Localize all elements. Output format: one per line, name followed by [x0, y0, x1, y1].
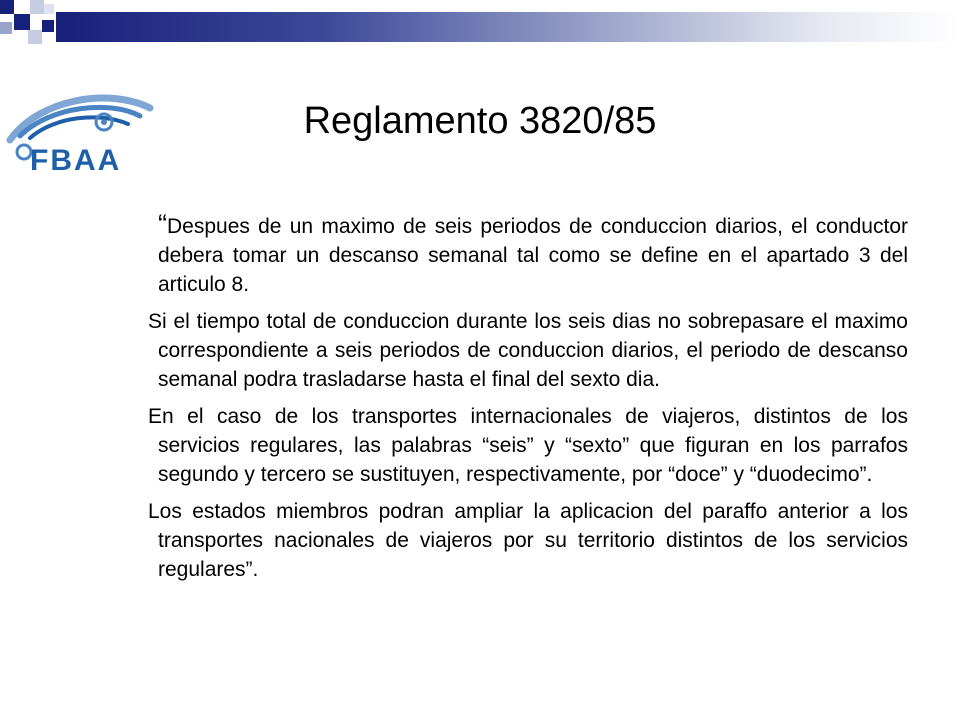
paragraph-1-text: Despues de un maximo de seis periodos de conduccion diarios, el conductor debera tomar un descanso semanal tal como se define en el apartado 3 del articulo 8.: [158, 215, 908, 296]
decor-square-4: [30, 0, 44, 14]
paragraph-4: Los estados miembros podran ampliar la aplicacion del paraffo anterior a los transportes nacionales de viajeros por su territorio distintos de los servicios regulares”.: [148, 500, 908, 581]
decor-square-1: [0, 0, 14, 14]
paragraph-3: En el caso de los transportes internacionales de viajeros, distintos de los servicios regulares, las palabras “seis” y “sexto” que figuran en los parrafos segundo y tercero se sustituyen, respectivamente, por “doce” y “duodecimo”.: [148, 405, 908, 486]
fbaa-logo: [0, 78, 180, 178]
decor-square-5: [28, 30, 42, 44]
paragraph-1: [142, 210, 908, 299]
decor-square-3: [0, 22, 12, 34]
opening-quote: “: [158, 209, 167, 239]
paragraph-2: Si el tiempo total de conduccion durante los seis dias no sobrepasare el maximo correspondiente a seis periodos de conduccion diarios, el periodo de descanso semanal podra trasladarse hasta el final del sexto dia.: [148, 310, 908, 391]
decor-square-7: [44, 4, 54, 14]
decor-square-2: [14, 14, 30, 30]
decor-square-6: [42, 20, 54, 32]
slide-title: Reglamento 3820/85: [303, 100, 657, 142]
logo-text: FBAA: [30, 144, 122, 177]
header-gradient-bar: [56, 12, 960, 42]
slide-body: [142, 210, 908, 592]
